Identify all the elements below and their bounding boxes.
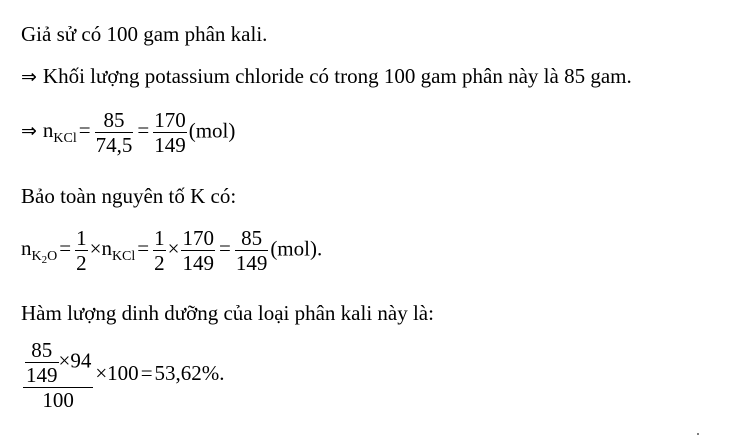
n-symbol: $n_{KCl}$ xyxy=(42,118,77,147)
unit-mol: (mol). xyxy=(270,236,323,261)
fraction: $\frac{85}{149}$ xyxy=(235,226,268,276)
intro-line: Giả sử có 100 gam phân kali. xyxy=(21,22,268,46)
stray-dot xyxy=(697,433,699,435)
unit-mol: (mol) xyxy=(188,118,236,143)
compound-fraction: $\frac{85}{149}$ ×94 100 xyxy=(23,338,93,412)
conservation-line: Bảo toàn nguyên tố K có: xyxy=(21,184,237,208)
n-kcl-symbol: $n_{KCl}$ xyxy=(101,236,136,265)
fraction: $\frac{1}{2}$ xyxy=(154,226,165,276)
fraction: $\frac{1}{2}$ xyxy=(76,226,87,276)
n-k2o-symbol: $n_{K_2O}$ xyxy=(21,236,58,267)
implies-arrow-icon: ⇒ xyxy=(21,66,37,88)
result-value: 53,62%. xyxy=(154,361,225,386)
mass-kcl-text: Khối lượng potassium chloride có trong 100 gam phân này là 85 gam. xyxy=(42,64,632,88)
fraction: $\frac{85}{149}$ xyxy=(26,338,58,388)
mass-kcl-line xyxy=(21,66,632,87)
fraction: $\frac{170}{149}$ xyxy=(154,108,186,158)
fraction: $\frac{170}{149}$ xyxy=(182,226,214,276)
fraction: $\frac{85}{74,5}$ xyxy=(95,108,133,158)
implies-arrow-icon: ⇒ xyxy=(21,120,37,143)
nutrient-content-line: Hàm lượng dinh dưỡng của loại phân kali này là: xyxy=(21,301,434,325)
